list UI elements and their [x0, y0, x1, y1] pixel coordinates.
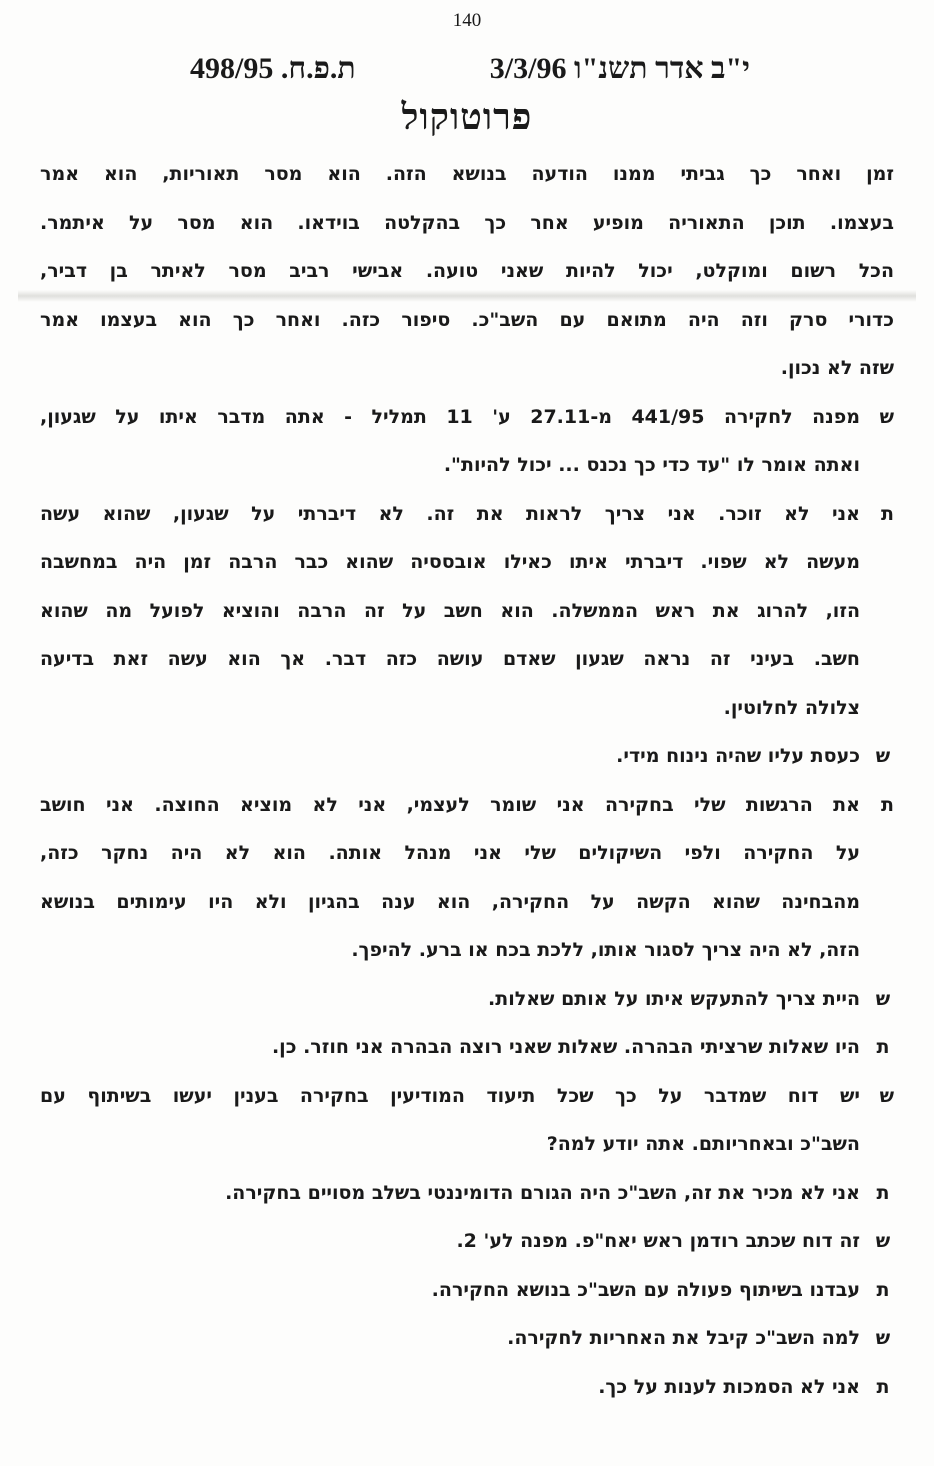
line-text: מפנה לחקירה 441/95 מ-27.11 ע' 11 תמליל - אתה מדבר איתו על שגעון,: [40, 405, 861, 428]
line-text: זמן ואחר כך גביתי ממנו הודעה בנושא הזה. הוא מסר תאוריות, הוא אמר: [40, 163, 894, 185]
text-line: [40, 1365, 894, 1414]
text-line: [40, 395, 894, 444]
text-line: [40, 1219, 894, 1268]
text-line: [40, 1074, 894, 1123]
text-line: [40, 443, 894, 492]
line-text: היו שאלות שרציתי הבהרה. שאלות שאני רוצה הבהרה אני חוזר. כן.: [271, 1036, 860, 1058]
line-text: צלולה לחלוטין.: [723, 696, 860, 719]
answer-paragraph: [40, 1365, 894, 1414]
text-line: [40, 1316, 894, 1365]
answer-label: ת: [881, 793, 894, 816]
line-text: מהבחינה שהוא הקשה על החקירה, הוא ענה בהגיון ולא היו עימותים בנושא: [40, 890, 860, 913]
answer-paragraph: [40, 492, 894, 735]
line-text: את הרגשות שלי בחקירה אני שומר לעצמי, אני לא מוציא החוצה. אני חושב: [40, 793, 860, 816]
text-line: [40, 492, 894, 541]
line-text: למה השב"כ קיבל את האחריות לחקירה.: [507, 1327, 860, 1349]
question-label: ש: [879, 405, 894, 428]
question-paragraph: [40, 395, 894, 492]
line-text: היית צריך להתעקש איתו על אותם שאלות.: [488, 987, 860, 1010]
question-label: ש: [879, 1084, 894, 1107]
hearing-date: י"ב אדר תשנ"ו 3/3/96: [489, 52, 750, 85]
question-paragraph: [40, 977, 894, 1026]
question-paragraph: [40, 1316, 894, 1365]
text-line: [40, 734, 894, 783]
line-text: חשב. בעיני זה נראה שגעון שאדם עושה כזה דבר. אך הוא עשה זאת בדיעה: [40, 648, 860, 670]
answer-paragraph: [40, 1025, 894, 1074]
answer-label: ת: [876, 1375, 890, 1398]
answer-label: ת: [881, 502, 894, 525]
line-text: השב"כ ובאחריותם. אתה יודע למה?: [546, 1133, 860, 1155]
text-line: [40, 540, 894, 589]
answer-label: ת: [876, 1278, 890, 1301]
text-line: [40, 637, 894, 686]
text-line: [40, 249, 894, 298]
text-line: [40, 977, 894, 1026]
question-paragraph: [40, 1219, 894, 1268]
text-line: [40, 880, 894, 929]
line-text: בעצמו. תוכן התאוריה מופיע אחר כך בהקלטה בוידאו. הוא מסר על איתמר.: [40, 211, 894, 234]
answer-label: ת: [876, 1036, 890, 1058]
line-text: אני לא הסמכות לענות על כך.: [598, 1375, 860, 1398]
text-line: [40, 346, 894, 395]
answer-paragraph: [40, 1171, 894, 1220]
text-line: [40, 298, 894, 347]
line-text: כעסת עליו שהיה נינוח מידי.: [616, 745, 860, 767]
line-text: עבדנו בשיתוף פעולה עם השב"כ בנושא החקירה.: [431, 1278, 860, 1301]
protocol-body: [40, 152, 894, 1413]
text-line: [40, 1171, 894, 1220]
text-line: [40, 783, 894, 832]
text-line: [40, 831, 894, 880]
line-text: כדורי סרק וזה היה מתואם עם השב"כ. סיפור כזה. ואחר כך הוא בעצמו אמר: [40, 308, 894, 331]
question-label: ש: [875, 745, 891, 767]
question-label: ש: [875, 987, 891, 1010]
line-text: הזו, להרוג את ראש הממשלה. הוא חשב על זה הרבה והוציא לפועל מה שהוא: [40, 599, 860, 622]
question-paragraph: [40, 734, 894, 783]
text-line: [40, 152, 894, 201]
question-label: ש: [875, 1327, 891, 1349]
text-line: [40, 1122, 894, 1171]
line-text: שזה לא נכון.: [780, 357, 894, 379]
text-line: [40, 589, 894, 638]
line-text: הכל רשום ומוקלט, יכול להיות שאני טועה. אבישי רביב מסר לאיתר בן דביר,: [40, 260, 894, 282]
text-line: [40, 928, 894, 977]
answer-paragraph: [40, 1268, 894, 1317]
protocol-header: [190, 52, 750, 92]
line-text: זה דוח שכתב רודמן ראש יאח"פ. מפנה לע' 2.: [456, 1230, 860, 1252]
page-number: 140: [452, 10, 482, 31]
line-text: ואתה אומר לו "עד כדי כך נכנס ... יכול להיות".: [443, 454, 860, 476]
line-text: אני לא מכיר את זה, השב"כ היה הגורם הדומיננטי בשלב מסויים בחקירה.: [225, 1181, 860, 1204]
line-text: אני לא זוכר. אני צריך לראות את זה. לא דיברתי על שגעון, שהוא עשה: [40, 502, 860, 525]
line-text: מעשה לא שפוי. דיברתי איתו כאילו אובססיה שהוא כבר הרבה זמן היה במחשבה: [40, 551, 860, 573]
case-number: ת.פ.ח. 498/95: [190, 52, 356, 85]
text-line: [40, 686, 894, 735]
line-text: הזה, לא היה צריך לסגור אותו, ללכת בכח או ברע. להיפך.: [351, 939, 860, 961]
line-text: על החקירה ולפי השיקולים שלי אני מנהל אותה. הוא לא היה נחקר כזה,: [40, 842, 860, 864]
document-title: פרוטוקול: [401, 97, 533, 137]
line-text: יש דוח שמדבר על כך שכל תיעוד המודיעין בחקירה בענין יעשו בשיתוף עם: [40, 1084, 860, 1107]
question-label: ש: [875, 1230, 891, 1252]
question-paragraph: [40, 1074, 894, 1171]
answer-paragraph: [40, 783, 894, 977]
narrative-paragraph: [40, 152, 894, 395]
text-line: [40, 1268, 894, 1317]
answer-label: ת: [876, 1181, 890, 1204]
text-line: [40, 1025, 894, 1074]
text-line: [40, 201, 894, 250]
